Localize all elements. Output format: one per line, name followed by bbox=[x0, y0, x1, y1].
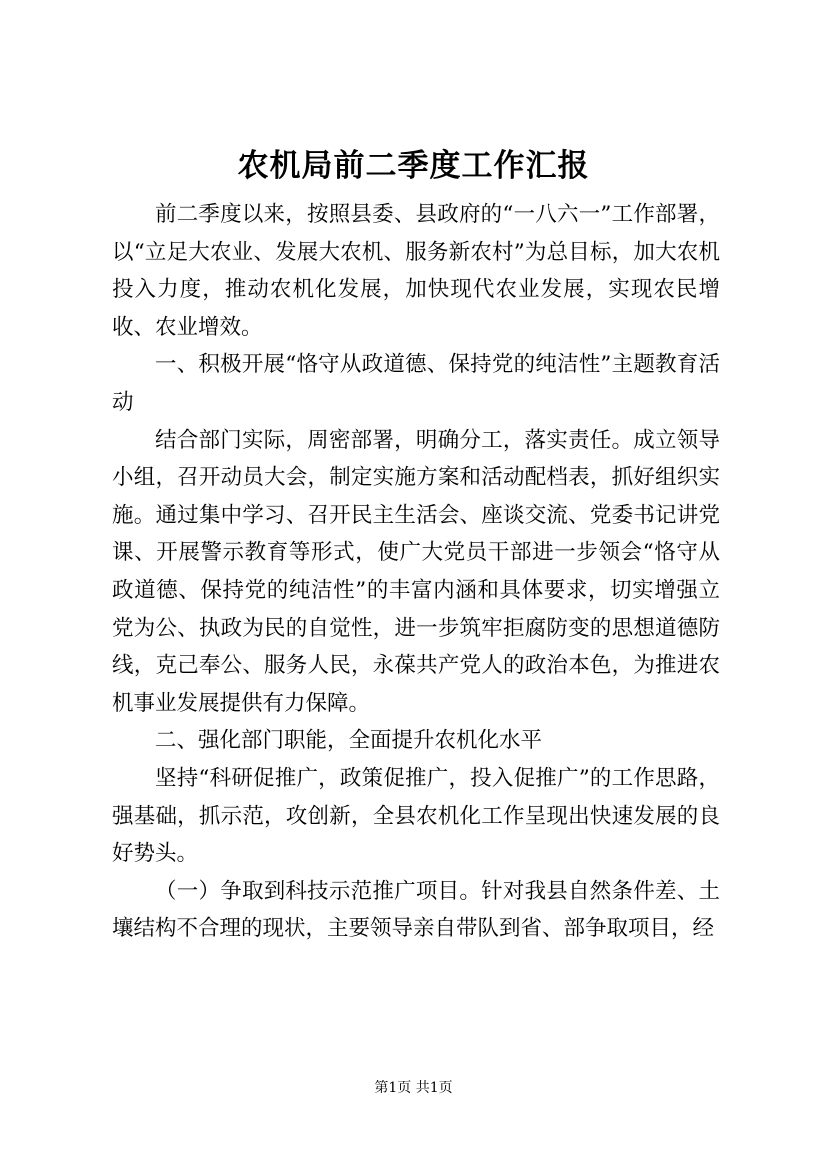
paragraph-section-1: 结合部门实际，周密部署，明确分工，落实责任。成立领导小组，召开动员大会，制定实施方案和活动配档表，抓好组织实施。通过集中学习、召开民主生活会、座谈交流、党委书记讲党课、开展警示教育等形式，使广大党员干部进一步领会“恪守从政道德、保持党的纯洁性”的丰富内涵和具体要求，切实增强立党为公、执政为民的自觉性，进一步筑牢拒腐防变的思想道德防线，克己奉公、服务人民，永葆共产党人的政治本色，为推进农机事业发展提供有力保障。 bbox=[112, 427, 720, 716]
document-body bbox=[112, 196, 720, 948]
paragraph-section-2: 坚持“科研促推广，政策促推广，投入促推广”的工作思路，强基础，抓示范，攻创新，全县农机化工作呈现出快速发展的良好势头。 bbox=[112, 765, 720, 867]
section-heading-2: 二、强化部门职能，全面提升农机化水平 bbox=[155, 728, 543, 754]
paragraph-intro: 前二季度以来，按照县委、县政府的“一八六一”工作部署，以“立足大农业、发展大农机、服务新农村”为总目标，加大农机投入力度，推动农机化发展，加快现代农业发展，实现农民增收、农业增效。 bbox=[112, 202, 720, 340]
section-heading-1: 一、积极开展“恪守从政道德、保持党的纯洁性”主题教育活动 bbox=[112, 352, 720, 415]
document-title: 农机局前二季度工作汇报 bbox=[237, 148, 590, 184]
paragraph-subsection-1: （一）争取到科技示范推广项目。针对我县自然条件差、土壤结构不合理的现状，主要领导亲自带队到省、部争取项目，经 bbox=[112, 878, 720, 942]
page-footer: 第1页 共1页 bbox=[374, 1080, 453, 1096]
